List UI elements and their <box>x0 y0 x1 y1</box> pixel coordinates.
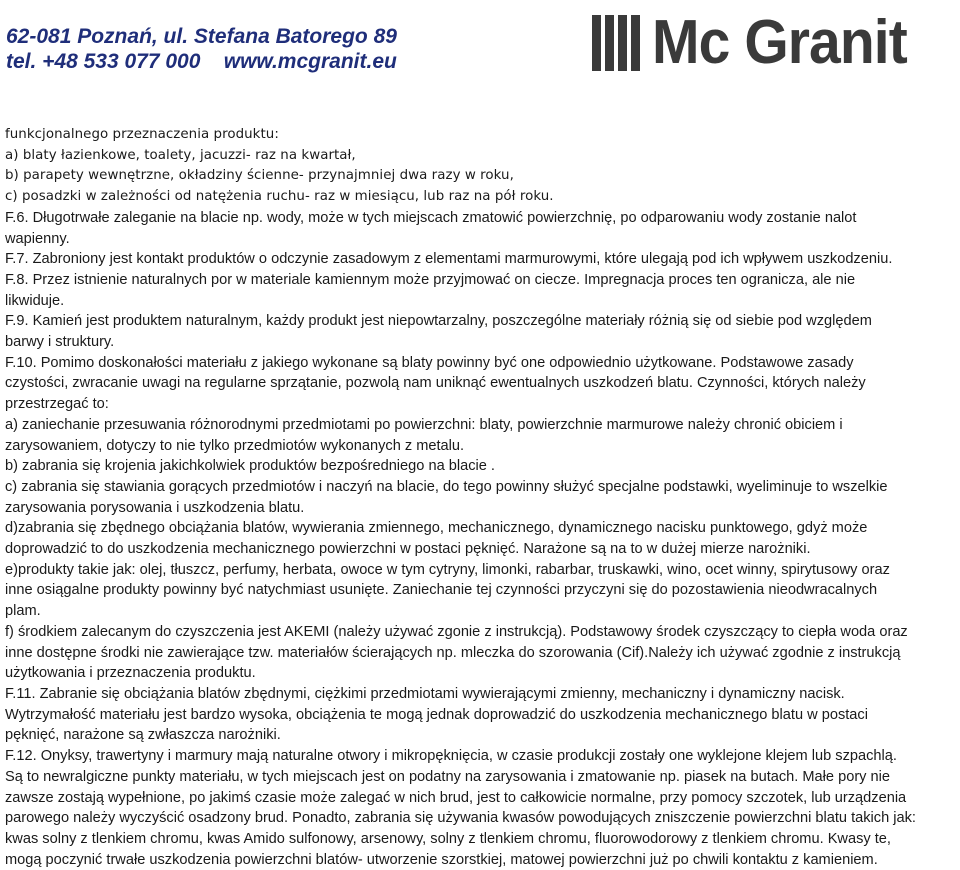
logo-text: Mc Granit <box>652 8 907 77</box>
mc-granit-logo <box>592 8 952 78</box>
text-line: zarysowaniem, dotyczy to nie tylko przedmiotów wykonanych z metalu. <box>5 437 465 454</box>
text-line: f) środkiem zalecanym do czyszczenia jest AKEMI (należy używać zgonie z instrukcją). Podstawowy środek czyszczący to ciepła woda oraz <box>5 623 908 640</box>
text-line: Są to newralgiczne punkty materiału, w tych miejscach jest on podatny na zarysowania i zmatowanie np. piasek na butach. Małe pory nie <box>5 768 891 785</box>
text-line: inne dostępne środki nie zawierające tzw. materiałów ścierających np. mleczka do szorowania (Cif).Należy ich używać zgodnie z instrukcją <box>5 644 901 661</box>
contact-line: tel. +48 533 077 000 www.mcgranit.eu <box>6 50 397 73</box>
text-line: pęknięć, narażone są zwłaszcza narożniki. <box>5 727 281 744</box>
text-line: b) parapety wewnętrzne, okładziny ścienne- przynajmniej dwa razy w roku, <box>5 168 514 184</box>
text-line: likwiduje. <box>5 292 65 309</box>
text-line: zawsze zostają wypełnione, po jakimś czasie może zalegać w nich brud, jest to całkowicie normalne, przy pomocy szczotek, lub urządzenia <box>5 789 907 806</box>
text-line: doprowadzić to do uszkodzenia mechanicznego powierzchni w postaci pęknięć. Narażone są na to w dużej mierze narożniki. <box>5 541 811 558</box>
text-line: plam. <box>5 603 41 620</box>
text-line: Wytrzymałość materiału jest bardzo wysoka, obciążenia te mogą jednak doprowadzić do uszkodzenia mechanicznego blatu w postaci <box>5 706 868 723</box>
text-line: wapienny. <box>5 230 70 247</box>
address-line: 62-081 Poznań, ul. Stefana Batorego 89 <box>6 25 397 48</box>
document-body <box>5 125 955 870</box>
text-line: F.7. Zabroniony jest kontakt produktów o odczynie zasadowym z elementami marmurowymi, które ulegają pod ich wpływem uszkodzeniu. <box>5 251 893 268</box>
text-line: d)zabrania się zbędnego obciążania blatów, wywierania zmiennego, mechanicznego, dynamicznego nacisku punktowego, gdyż może <box>5 520 868 537</box>
text-line: a) zaniechanie przesuwania różnorodnymi przedmiotami po powierzchni: blaty, powierzchnie marmurowe należy chronić obiciem i <box>5 416 843 433</box>
text-line: F.8. Przez istnienie naturalnych por w materiale kamiennym może przyjmować on ciecze. Impregnacja proces ten ogranicza, ale nie <box>5 271 856 288</box>
text-line: barwy i struktury. <box>5 334 115 351</box>
text-line: przestrzegać to: <box>5 396 109 413</box>
text-line: mogą poczynić trwałe uszkodzenia powierzchni blatów- utworzenie szorstkiej, matowej powierzchni już po chwili kontaktu z kamieniem. <box>5 851 878 868</box>
logo-bars-icon <box>592 15 640 71</box>
company-address <box>6 24 397 74</box>
text-line: inne osiągalne produkty powinny być natychmiast usunięte. Zaniechanie tej czynności przyczyni się do pozostawienia nieodwracalnych <box>5 582 878 599</box>
text-line: F.6. Długotrwałe zaleganie na blacie np. wody, może w tych miejscach zmatowić powierzchnię, po odparowaniu wody zostanie nalot <box>5 209 857 226</box>
text-line: e)produkty takie jak: olej, tłuszcz, perfumy, herbata, owoce w tym cytryny, limonki, rabarbar, truskawki, wino, ocet winny, spirytusowy oraz <box>5 561 890 578</box>
text-line: c) posadzki w zależności od natężenia ruchu- raz w miesiącu, lub raz na pół roku. <box>5 189 554 205</box>
text-line: F.11. Zabranie się obciążania blatów zbędnymi, ciężkimi przedmiotami wywierającymi zmienny, mechaniczny i dynamiczny nacisk. <box>5 685 845 702</box>
text-line: parowego należy wyczyścić osadzony brud. Ponadto, zabrania się używania kwasów powodujących zniszczenie powierzchni blatu takich jak: <box>5 810 916 827</box>
text-line: funkcjonalnego przeznaczenia produktu: <box>5 127 279 142</box>
text-line: czystości, zwracanie uwagi na regularne sprzątanie, pozwolą nam uniknąć ewentualnych uszkodzeń blatu. Czynności, których należy <box>5 375 866 392</box>
text-line: a) blaty łazienkowe, toalety, jacuzzi- raz na kwartał, <box>5 147 356 163</box>
text-line: użytkowania i przeznaczenia produktu. <box>5 665 256 682</box>
text-line: F.10. Pomimo doskonałości materiału z jakiego wykonane są blaty powinny być one odpowiednio użytkowane. Podstawowe zasady <box>5 354 854 371</box>
text-line: b) zabrania się krojenia jakichkolwiek produktów bezpośredniego na blacie . <box>5 458 495 475</box>
text-line: F.12. Onyksy, trawertyny i marmury mają naturalne otwory i mikropęknięcia, w czasie produkcji zostały one wyklejone klejem lub szpachlą. <box>5 748 897 765</box>
text-line: zarysowania porysowania i uszkodzenia blatu. <box>5 499 305 516</box>
text-line: kwas solny z tlenkiem chromu, kwas Amido sulfonowy, arsenowy, solny z tlenkiem chromu, fluorowodorowy z tlenkiem chromu. Kwasy te, <box>5 830 891 847</box>
text-line: c) zabrania się stawiania gorących przedmiotów i naczyń na blacie, do tego powinny służyć specjalne podstawki, wyeliminuje to wszelkie <box>5 478 888 495</box>
text-line: F.9. Kamień jest produktem naturalnym, każdy produkt jest niepowtarzalny, poszczególne materiały różnią się od siebie pod względem <box>5 313 872 330</box>
